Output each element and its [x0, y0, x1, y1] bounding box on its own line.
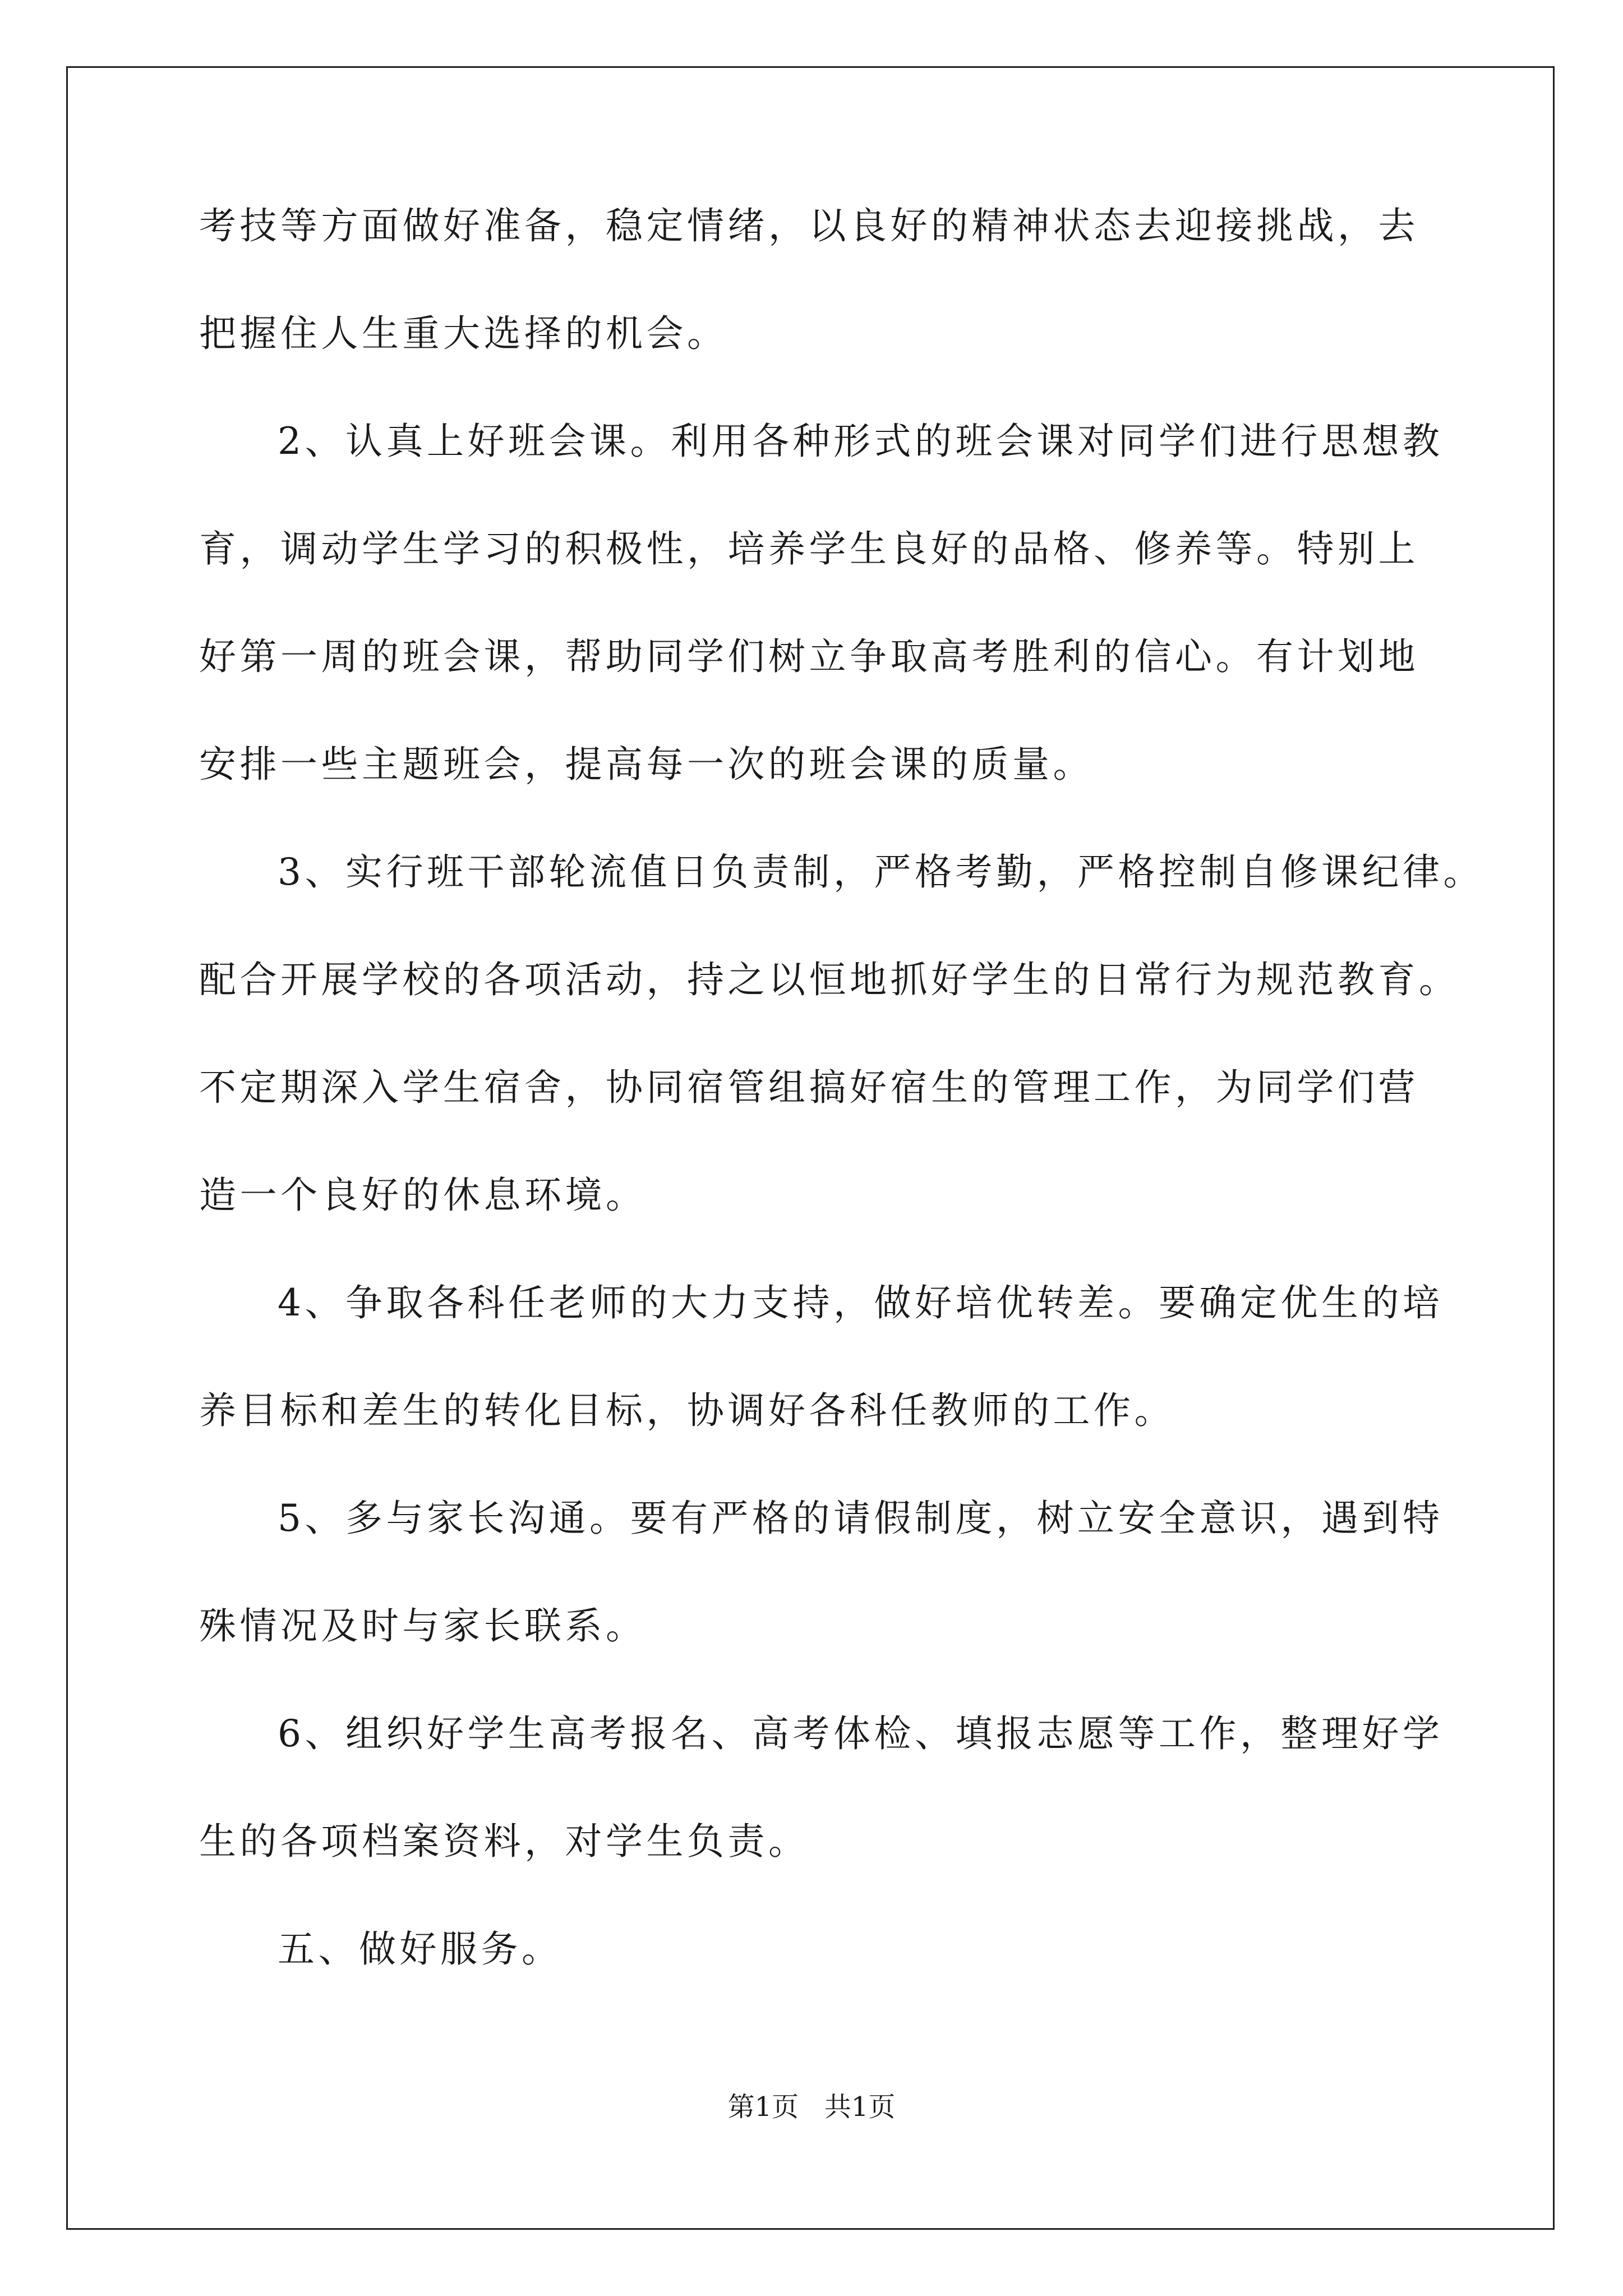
text-line: 不定期深入学生宿舍，协同宿管组搞好宿生的管理工作，为同学们营	[199, 1066, 1419, 1109]
text-line: 造一个良好的休息环境。	[199, 1174, 647, 1217]
paragraph-start-line: 3、实行班干部轮流值日负责制，严格考勤，严格控制自修课纪律。	[278, 850, 1484, 894]
page-number-footer: 第1页 共1页	[727, 2091, 896, 2123]
text-line: 把握住人生重大选择的机会。	[199, 312, 728, 355]
text-line: 好第一周的班会课，帮助同学们树立争取高考胜利的信心。有计划地	[199, 635, 1419, 678]
text-line: 考技等方面做好准备，稳定情绪，以良好的精神状态去迎接挑战，去	[199, 204, 1419, 247]
text-line: 育，调动学生学习的积极性，培养学生良好的品格、修养等。特别上	[199, 527, 1419, 570]
paragraph-start-line: 4、争取各科任老师的大力支持，做好培优转差。要确定优生的培	[278, 1281, 1444, 1324]
text-line: 安排一些主题班会，提高每一次的班会课的质量。	[199, 743, 1094, 786]
section-heading: 五、做好服务。	[278, 1927, 562, 1971]
text-line: 配合开展学校的各项活动，持之以恒地抓好学生的日常行为规范教育。	[199, 958, 1460, 1001]
paragraph-start-line: 6、组织好学生高考报名、高考体检、填报志愿等工作，整理好学	[278, 1712, 1444, 1755]
text-line: 养目标和差生的转化目标，协调好各科任教师的工作。	[199, 1389, 1175, 1432]
document-body	[199, 204, 1484, 2039]
text-line: 生的各项档案资料，对学生负责。	[199, 1820, 809, 1863]
paragraph-start-line: 5、多与家长沟通。要有严格的请假制度，树立安全意识，遇到特	[278, 1497, 1444, 1540]
paragraph-start-line: 2、认真上好班会课。利用各种形式的班会课对同学们进行思想教	[278, 420, 1444, 463]
text-line: 殊情况及时与家长联系。	[199, 1604, 647, 1648]
